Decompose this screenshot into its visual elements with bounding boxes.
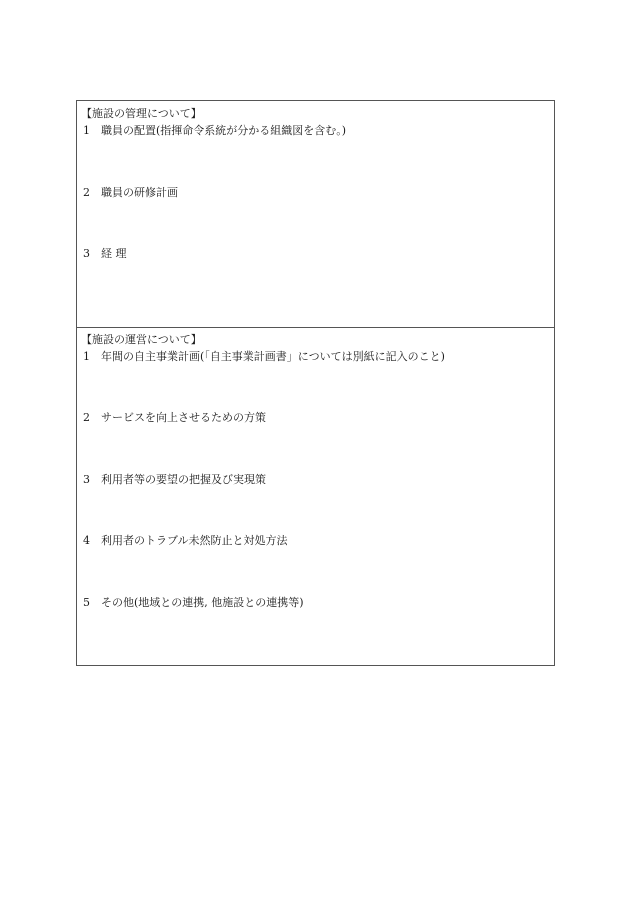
operation-item-user-requests xyxy=(83,473,266,487)
item-text: サービスを向上させるための方策 xyxy=(101,411,266,424)
management-section xyxy=(77,101,554,328)
item-number: 1 xyxy=(83,350,90,363)
operation-heading: 【施設の運営について】 xyxy=(81,333,202,346)
item-text: 職員の研修計画 xyxy=(101,186,178,199)
item-number: 2 xyxy=(83,411,90,424)
item-text: 利用者のトラブル未然防止と対処方法 xyxy=(101,534,288,547)
item-text: その他(地域との連携, 他施設との連携等) xyxy=(101,596,304,609)
management-item-training xyxy=(83,186,178,200)
operation-item-trouble-prevention xyxy=(83,534,288,548)
item-text: 経 理 xyxy=(101,247,127,260)
management-item-accounting xyxy=(83,247,127,261)
operation-item-annual-plan xyxy=(83,350,445,364)
item-number: 5 xyxy=(83,596,90,609)
item-number: 3 xyxy=(83,473,90,486)
management-heading: 【施設の管理について】 xyxy=(81,107,202,120)
item-number: 1 xyxy=(83,124,90,137)
operation-section xyxy=(77,327,554,665)
proposal-form-table xyxy=(76,100,555,666)
management-item-staffing xyxy=(83,124,346,138)
operation-item-other xyxy=(83,596,304,610)
item-text: 年間の自主事業計画(「自主事業計画書」については別紙に記入のこと) xyxy=(101,350,445,363)
item-number: 3 xyxy=(83,247,90,260)
operation-item-service-improvement xyxy=(83,411,266,425)
item-text: 利用者等の要望の把握及び実現策 xyxy=(101,473,266,486)
item-text: 職員の配置(指揮命令系統が分かる組織図を含む。) xyxy=(101,124,347,137)
item-number: 2 xyxy=(83,186,90,199)
item-number: 4 xyxy=(83,534,90,547)
